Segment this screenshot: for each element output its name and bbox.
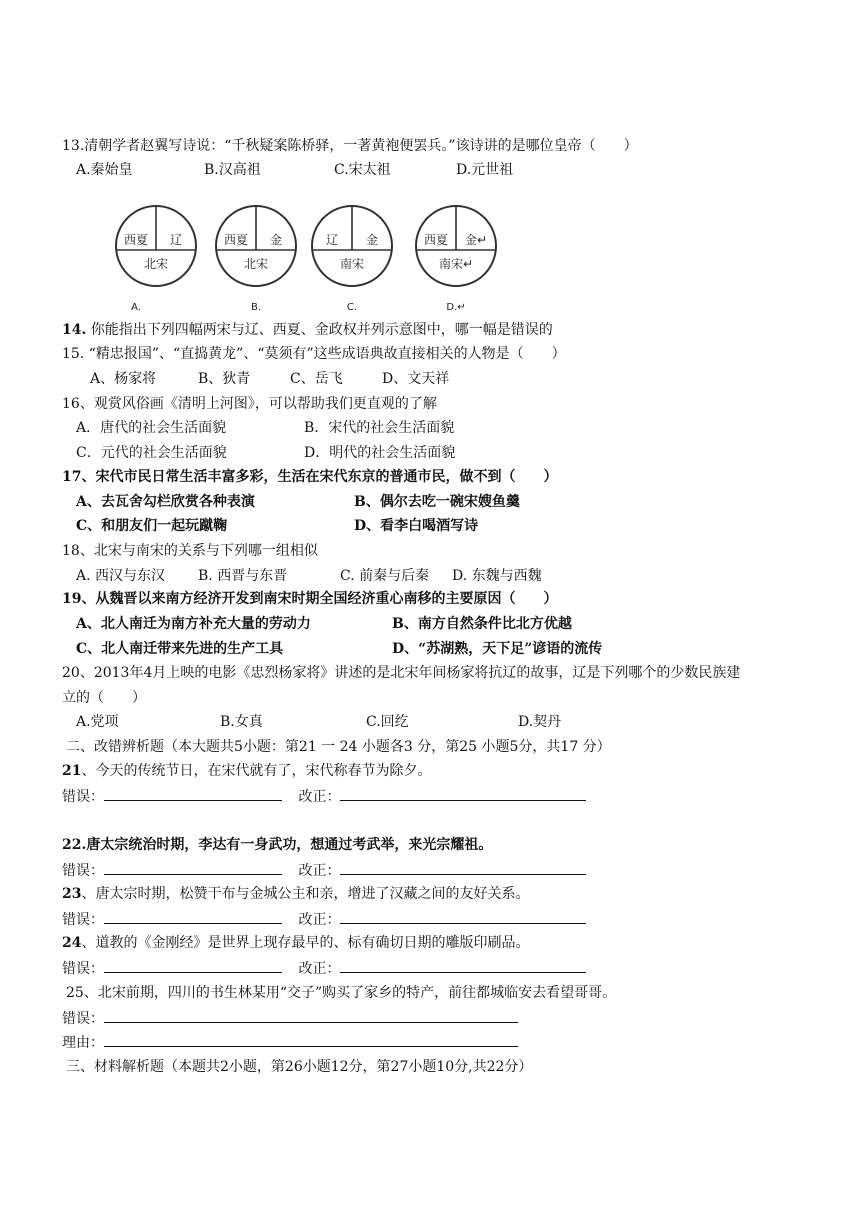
q24-error-blank[interactable]	[104, 958, 282, 973]
q14-d-letter: D.↵	[446, 302, 466, 313]
section2-heading: 二、改错辨析题（本大题共5小题：第21 一 24 小题各3 分，第25 小题5分，共17 分）	[66, 739, 611, 755]
q14-a-top-left: 西夏	[123, 233, 149, 247]
q14-a-top-right: 辽	[169, 233, 183, 247]
section3-heading: 三、材料解析题（本题共2小题，第26小题12分，第27小题10分,共22分）	[66, 1059, 533, 1075]
q19-option-a: A、北人南迁为南方补充大量的劳动力	[76, 616, 311, 632]
q25-reason-label: 理由：	[62, 1035, 104, 1051]
q14-diagram-d	[416, 206, 496, 313]
q14-b-top-left: 西夏	[223, 233, 249, 247]
q23-error-blank[interactable]	[104, 909, 282, 924]
q23-stem	[62, 884, 529, 904]
q22-number: 22.	[62, 837, 87, 853]
q24-correction-label: 改正：	[298, 961, 341, 977]
q19-option-d: D、“苏湖熟，天下足”谚语的流传	[392, 641, 603, 657]
q14-c-letter: C.	[346, 302, 358, 313]
q13-stem: 13.清朝学者赵翼写诗说：“千秋疑案陈桥驿，一著黄袍便罢兵。”该诗讲的是哪位皇帝（ ）	[62, 138, 638, 154]
q14-b-bottom: 北宋	[243, 257, 269, 271]
q14-b-top-right: 金	[269, 233, 283, 247]
q14-stem-text: 你能指出下列四幅两宋与辽、西夏、金政权并列示意图中，哪一幅是错误的	[86, 322, 553, 338]
q25-stem: 25、北宋前期，四川的书生林某用“交子”购买了家乡的特产，前往都城临安去看望哥哥。	[66, 985, 617, 1001]
q13-option-c: C.宋太祖	[334, 162, 391, 178]
q24-answer-row	[62, 958, 586, 979]
q24-stem	[62, 933, 529, 953]
q16-option-a: A．唐代的社会生活面貌	[76, 420, 227, 436]
q23-correction-label: 改正：	[298, 912, 341, 928]
q18-option-a: A. 西汉与东汉	[76, 568, 166, 584]
q15-option-b: B、狄青	[198, 371, 251, 387]
q18-stem: 18、北宋与南宋的关系与下列哪一组相似	[62, 543, 318, 559]
q18-option-c: C. 前秦与后秦	[340, 568, 430, 584]
q14-diagram-a	[116, 206, 196, 313]
q22-error-label: 错误：	[62, 863, 104, 879]
q14-diagram-b	[216, 206, 296, 313]
q25-error-label: 错误：	[62, 1011, 104, 1027]
q15-option-d: D、文天祥	[382, 371, 450, 387]
q16-option-d: D．明代的社会生活面貌	[304, 445, 456, 461]
q25-error-blank[interactable]	[104, 1008, 518, 1023]
q14-a-letter: A.	[131, 302, 141, 313]
q13-option-a: A.秦始皇	[76, 162, 133, 178]
q14-number: 14.	[62, 322, 87, 338]
q20-stem-line1: 20、2013年4月上映的电影《忠烈杨家将》讲述的是北宋年间杨家将抗辽的故事，辽是下列哪个的少数民族建	[62, 665, 741, 681]
q17-option-b: B、偶尔去吃一碗宋嫂鱼羹	[354, 494, 520, 510]
q14-d-bottom: 南宋↵	[438, 257, 474, 271]
q22-error-blank[interactable]	[104, 860, 282, 875]
q14-d-top-right: 金↵	[464, 233, 488, 247]
q16-option-b: B．宋代的社会生活面貌	[304, 420, 455, 436]
q24-stem-text: 、道教的《金刚经》是世界上现存最早的、标有确切日期的雕版印刷品。	[81, 935, 530, 951]
q25-error-row	[62, 1008, 518, 1029]
q14-diagrams	[100, 196, 488, 318]
q23-number: 23	[62, 886, 82, 902]
q19-stem: 19、从魏晋以来南方经济开发到南宋时期全国经济重心南移的主要原因（ ）	[62, 591, 558, 607]
q25-reason-row	[62, 1032, 518, 1053]
q21-error-label: 错误：	[62, 789, 104, 805]
q21-correction-blank[interactable]	[340, 786, 586, 801]
q22-answer-row	[62, 860, 586, 881]
q21-stem	[62, 761, 431, 781]
q20-option-b: B.女真	[220, 714, 263, 730]
q21-stem-text: 、今天的传统节日，在宋代就有了，宋代称春节为除夕。	[81, 763, 432, 779]
q20-option-d: D.契丹	[518, 714, 562, 730]
q20-stem-line2: 立的（ ）	[62, 690, 146, 706]
q14-d-top-left: 西夏	[423, 233, 449, 247]
q15-option-a: A、杨家将	[90, 371, 157, 387]
q15-stem: 15. “精忠报国”、“直捣黄龙”、“莫须有”这些成语典故直接相关的人物是（ ）	[62, 346, 566, 362]
q22-correction-blank[interactable]	[340, 860, 586, 875]
q21-answer-row	[62, 786, 586, 807]
q23-correction-blank[interactable]	[340, 909, 586, 924]
q21-error-blank[interactable]	[104, 786, 282, 801]
q22-correction-label: 改正：	[298, 863, 341, 879]
q16-stem: 16、观赏风俗画《清明上河图》，可以帮助我们更直观的了解	[62, 396, 437, 412]
q14-stem	[62, 320, 553, 340]
q19-option-c: C、北人南迁带来先进的生产工具	[76, 641, 284, 657]
q16-option-c: C．元代的社会生活面貌	[76, 445, 227, 461]
q25-reason-blank[interactable]	[104, 1032, 518, 1047]
q21-number: 21	[62, 763, 82, 779]
q23-error-label: 错误：	[62, 912, 104, 928]
q14-c-top-left: 辽	[325, 233, 339, 247]
q24-error-label: 错误：	[62, 961, 104, 977]
q23-stem-text: 、唐太宗时期，松赞干布与金城公主和亲，增进了汉藏之间的友好关系。	[81, 886, 530, 902]
q14-b-letter: B.	[250, 302, 262, 313]
q22-stem	[62, 835, 492, 855]
q15-option-c: C、岳飞	[290, 371, 343, 387]
q14-a-bottom: 北宋	[143, 257, 169, 271]
q13-option-b: B.汉高祖	[204, 162, 261, 178]
q14-diagram-c	[312, 206, 392, 313]
q20-option-c: C.回纥	[366, 714, 409, 730]
q13-option-d: D.元世祖	[456, 162, 514, 178]
q14-c-top-right: 金	[365, 233, 379, 247]
q23-answer-row	[62, 909, 586, 930]
q17-option-d: D、看李白喝酒写诗	[354, 518, 479, 534]
q14-c-bottom: 南宋	[339, 257, 365, 271]
q17-option-a: A、去瓦舍勾栏欣赏各种表演	[76, 494, 255, 510]
q21-correction-label: 改正：	[298, 789, 341, 805]
q20-option-a: A.党项	[76, 714, 119, 730]
q17-stem: 17、宋代市民日常生活丰富多彩，生活在宋代东京的普通市民，做不到（ ）	[62, 469, 558, 485]
q17-option-c: C、和朋友们一起玩蹴鞠	[76, 518, 228, 534]
q22-stem-text: 唐太宗统治时期，李达有一身武功，想通过考武举，来光宗耀祖。	[86, 837, 493, 853]
q18-option-d: D. 东魏与西魏	[452, 568, 542, 584]
q24-correction-blank[interactable]	[340, 958, 586, 973]
q24-number: 24	[62, 935, 82, 951]
q19-option-b: B、南方自然条件比北方优越	[392, 616, 572, 632]
q18-option-b: B. 西晋与东晋	[198, 568, 288, 584]
